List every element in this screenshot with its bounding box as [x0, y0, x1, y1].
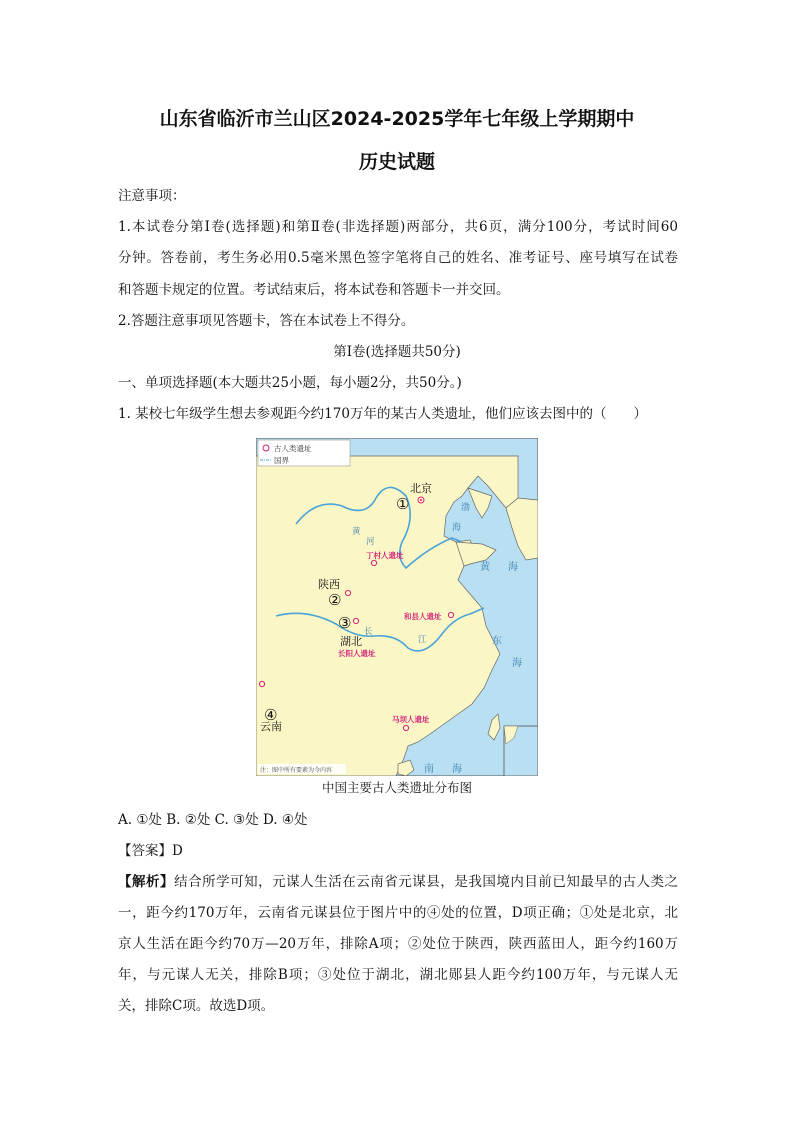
marker-4: ④: [264, 706, 278, 724]
ancient-sites-map: [256, 438, 538, 776]
sea-dong-1: 东: [492, 636, 502, 647]
label-maba: 马坝人遗址: [392, 715, 430, 724]
legend-border-label: 国界: [274, 456, 289, 465]
marker-3: ③: [338, 614, 352, 632]
analysis-label: 【解析】: [118, 874, 175, 890]
sea-nan-1: 南: [424, 764, 434, 775]
river-huang-1: 黄: [352, 527, 361, 537]
notice-item-1-cont: 分钟。答卷前，考生务必用0.5毫米黑色签字笔将自己的姓名、准考证号、座号填写在试卷: [118, 250, 678, 266]
question-1-stem: 1. 某校七年级学生想去参观距今约170万年的某古人类遗址，他们应该去图中的（ ）: [118, 406, 647, 422]
sea-bohai-2: 海: [452, 523, 462, 533]
notice-item-2: 2.答题注意事项见答题卡，答在本试卷上不得分。: [118, 313, 415, 329]
river-chang: 长: [364, 627, 373, 637]
notice-item-1-end: 和答题卡规定的位置。考试结束后，将本试卷和答题卡一并交回。: [118, 282, 510, 298]
label-hubei: 湖北: [340, 635, 362, 648]
section-instruction: 一、单项选择题(本大题共25小题，每小题2分，共50分。): [118, 375, 462, 391]
question-1-analysis: [118, 872, 678, 892]
sea-huang-1: 黄: [480, 562, 490, 573]
river-jiang: 江: [418, 635, 427, 645]
sea-bohai-1: 渤: [461, 503, 471, 513]
document-title: 山东省临沂市兰山区2024-2025学年七年级上学期期中: [159, 108, 635, 130]
label-beijing: 北京: [410, 482, 432, 495]
map-note: 注：图中所有要素为今内容: [260, 767, 333, 774]
marker-2: ②: [328, 591, 342, 609]
legend-site-label: 古人类遗址: [274, 444, 312, 453]
notice-heading: 注意事项：: [118, 188, 186, 204]
analysis-text-3: 京人生活在距今约70万—20万年，排除A项；②处位于陕西，陕西蓝田人，距今约160万: [118, 936, 678, 952]
marker-1: ①: [396, 495, 410, 513]
section-title: 第Ⅰ卷(选择题共50分): [333, 344, 461, 360]
analysis-text-5: 关，排除C项。故选D项。: [118, 998, 275, 1014]
label-changyang: 长阳人遗址: [338, 649, 376, 658]
analysis-text-1: 结合所学可知，元谋人生活在云南省元谋县，是我国境内目前已知最早的古人类之: [174, 874, 679, 890]
sea-huang-2: 海: [508, 562, 518, 573]
sea-dong-2: 海: [512, 658, 522, 669]
label-shaanxi: 陕西: [318, 578, 340, 591]
notice-item-1: 1.本试卷分第Ⅰ卷(选择题)和第Ⅱ卷(非选择题)两部分，共6页，满分100分，考试时间60: [118, 219, 678, 235]
question-1-answer: 【答案】D: [118, 843, 183, 859]
label-dingcun: 丁村人遗址: [366, 551, 404, 560]
sea-nan-2: 海: [452, 764, 462, 775]
question-1-options: A. ①处 B. ②处 C. ③处 D. ④处: [118, 812, 308, 828]
map-caption: 中国主要古人类遗址分布图: [321, 780, 472, 795]
river-huang-2: 河: [366, 537, 375, 547]
analysis-text-2: 一，距今约170万年，云南省元谋县位于图片中的④处的位置，D项正确；①处是北京，北: [118, 905, 678, 921]
label-hexian: 和县人遗址: [404, 612, 442, 621]
analysis-text-4: 年，与元谋人无关，排除B项；③处位于湖北，湖北郧县人距今约100万年，与元谋人无: [118, 967, 678, 983]
label-yunnan: 云南: [260, 720, 282, 733]
document-subtitle: 历史试题: [358, 151, 435, 173]
